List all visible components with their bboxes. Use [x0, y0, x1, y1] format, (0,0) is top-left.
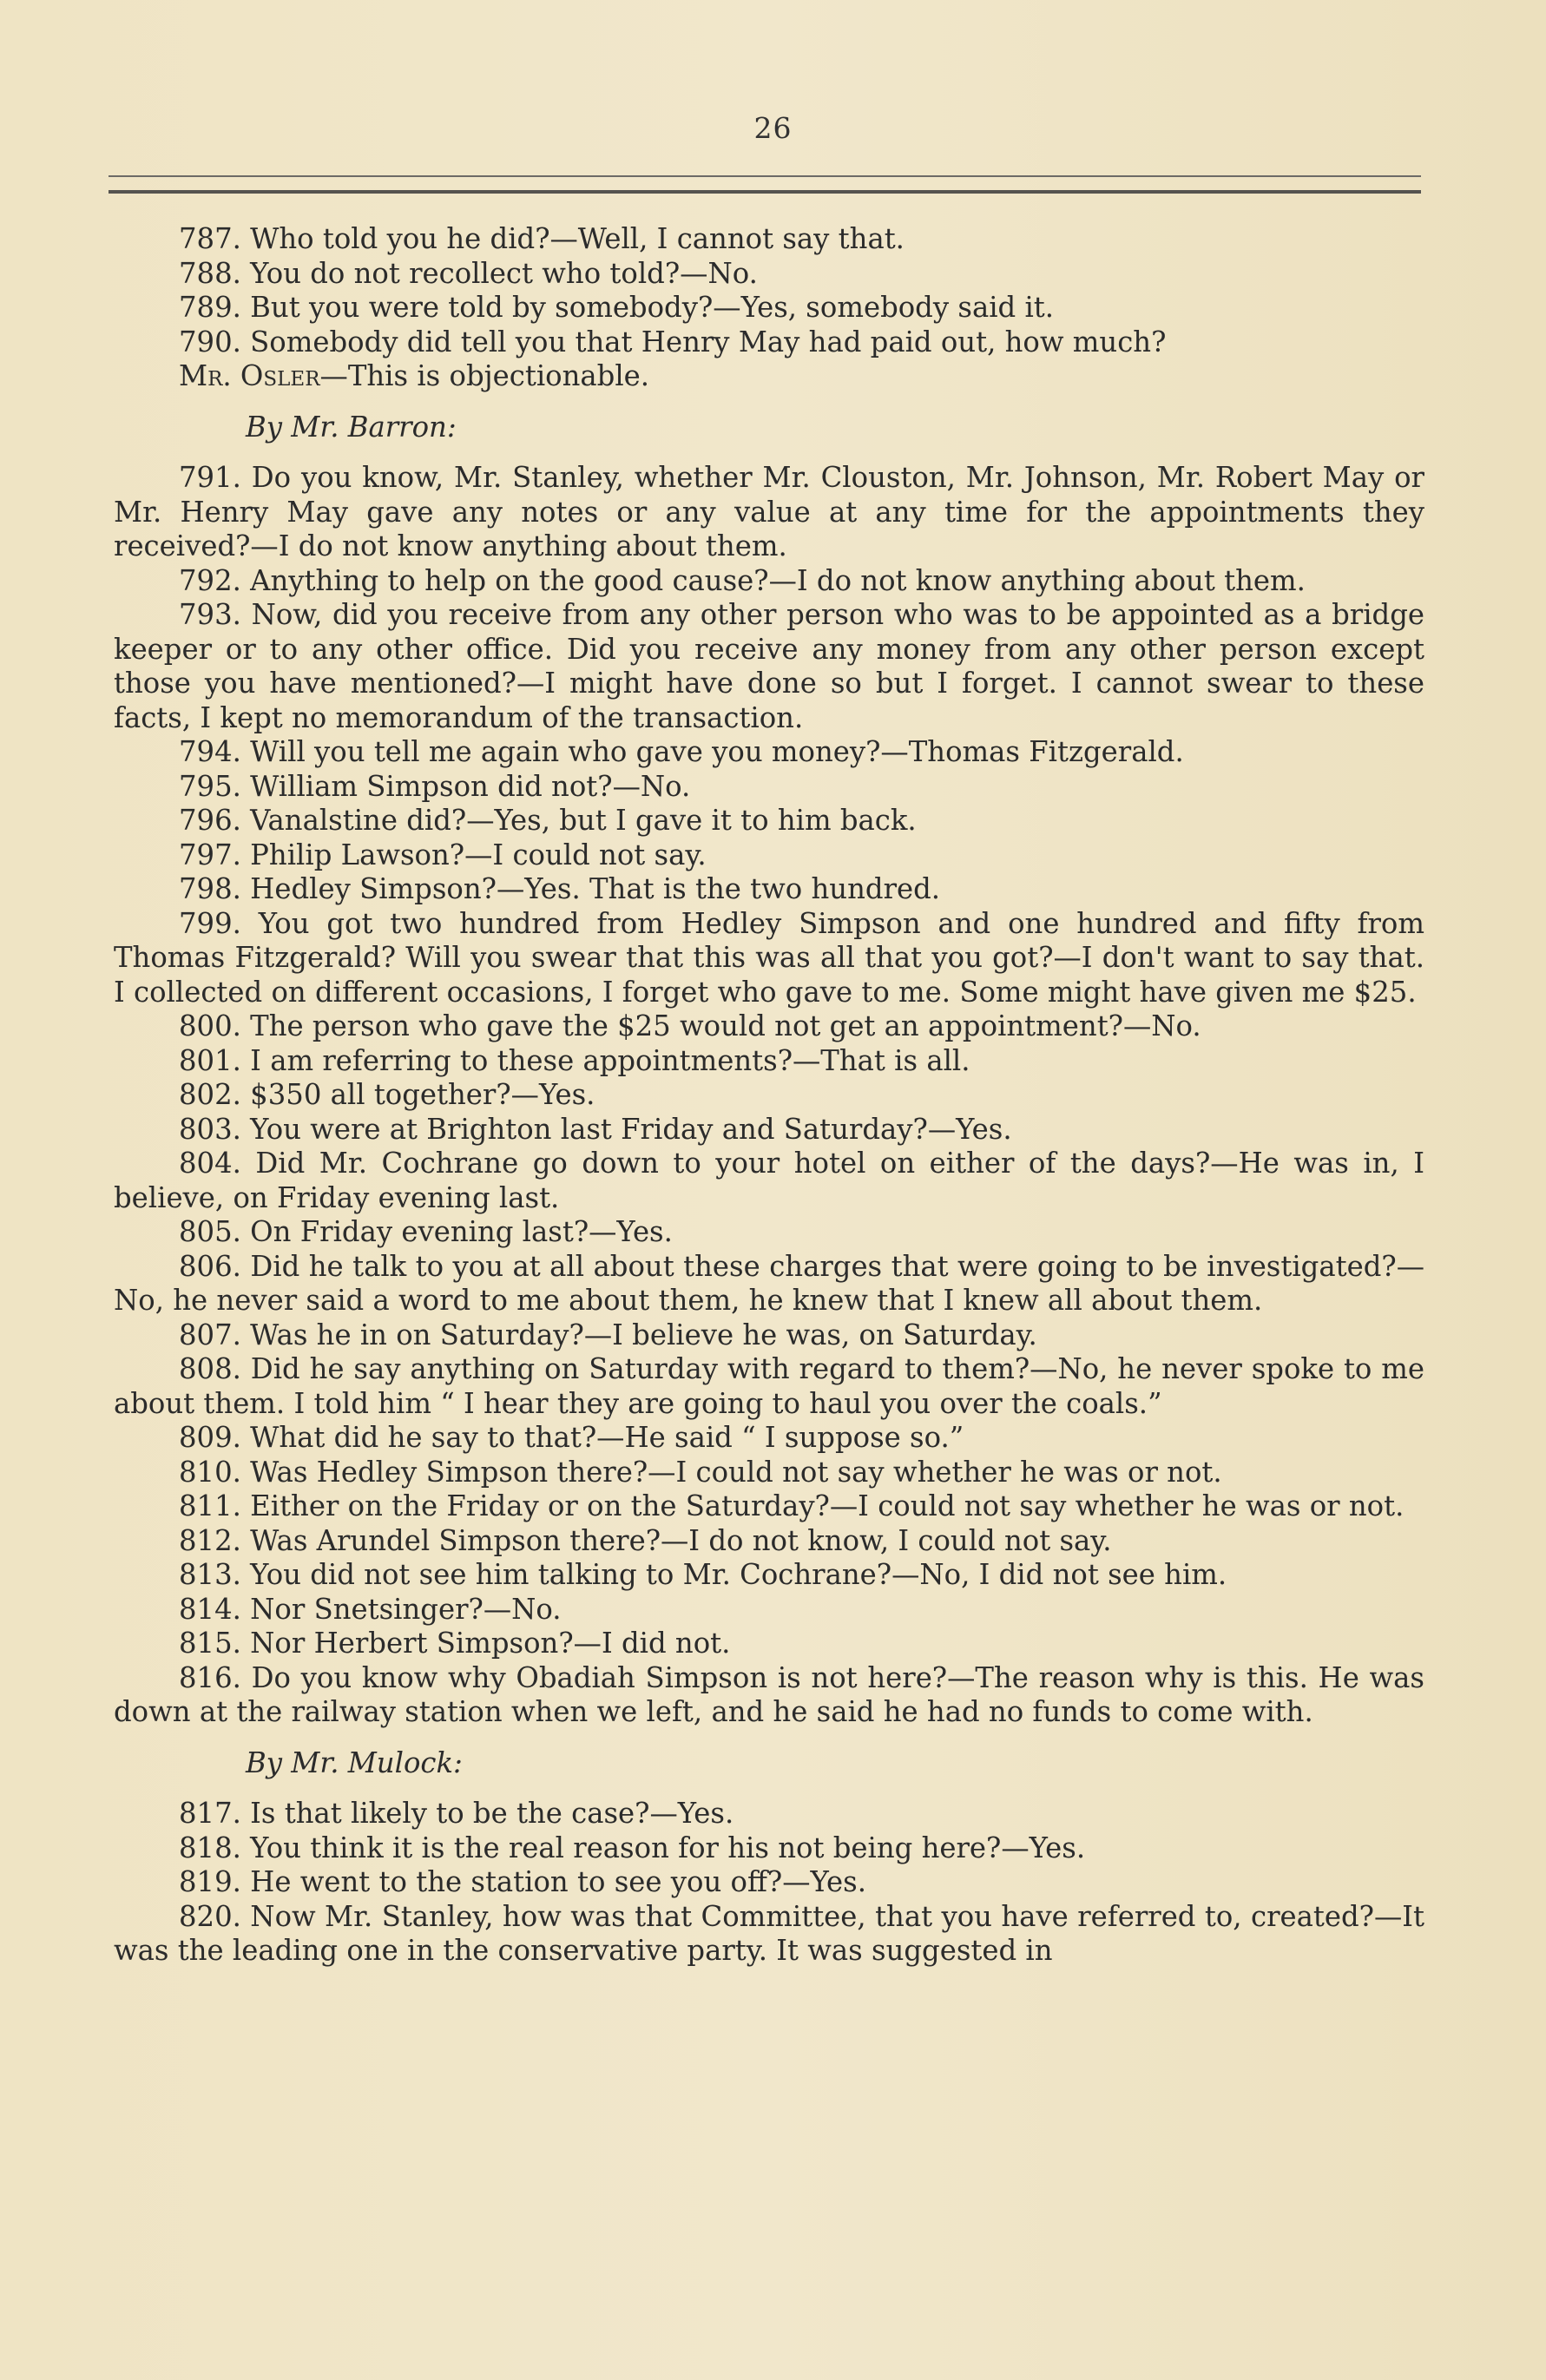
- testimony-paragraph: 803. You were at Brighton last Friday and Saturday?—Yes.: [179, 1112, 1012, 1146]
- testimony-paragraph: 807. Was he in on Saturday?—I believe he was, on Saturday.: [179, 1318, 1037, 1351]
- page-number: 26: [753, 111, 793, 145]
- objection-text: —This is objectionable.: [319, 359, 650, 392]
- testimony-paragraph: 820. Now Mr. Stanley, how was that Committee, that you have referred to, created?—It was the leading one in the conservative party. It was suggested in: [114, 1899, 1424, 1967]
- testimony-paragraph: 799. You got two hundred from Hedley Simpson and one hundred and fifty from Thomas Fitzgerald? Will you swear that this was all that you got?—I don't want to say that. I collected on different occasions, I forget who gave to me. Some might have given me $25.: [114, 906, 1424, 1009]
- testimony-paragraph: 816. Do you know why Obadiah Simpson is not here?—The reason why is this. He was down at the railway station when we left, and he said he had no funds to come with.: [114, 1660, 1424, 1728]
- testimony-paragraph: 801. I am referring to these appointments?—That is all.: [179, 1043, 970, 1077]
- testimony-paragraph: 797. Philip Lawson?—I could not say.: [179, 838, 707, 871]
- testimony-paragraph: 789. But you were told by somebody?—Yes, somebody said it.: [179, 291, 1055, 324]
- testimony-paragraph: 804. Did Mr. Cochrane go down to your hotel on either of the days?—He was in, I believe, on Friday evening last.: [114, 1147, 1424, 1214]
- testimony-paragraph: 787. Who told you he did?—Well, I cannot say that.: [179, 222, 905, 255]
- testimony-paragraph: 817. Is that likely to be the case?—Yes.: [179, 1797, 734, 1830]
- examiner-heading-barron: By Mr. Barron:: [246, 410, 457, 444]
- header-rule-thick: [109, 190, 1421, 194]
- testimony-paragraph: 794. Will you tell me again who gave you money?—Thomas Fitzgerald.: [179, 735, 1184, 768]
- examiner-heading-mulock: By Mr. Mulock:: [246, 1746, 463, 1779]
- testimony-paragraph: 790. Somebody did tell you that Henry May had paid out, how much?: [179, 325, 1167, 358]
- testimony-paragraph: 791. Do you know, Mr. Stanley, whether Mr. Clouston, Mr. Johnson, Mr. Robert May or Mr. Henry May gave any notes or any value at any time for the appointments they received?—I do not know anything about them.: [114, 461, 1424, 562]
- testimony-paragraph: 800. The person who gave the $25 would not get an appointment?—No.: [179, 1009, 1201, 1042]
- testimony-paragraph: 802. $350 all together?—Yes.: [179, 1078, 595, 1111]
- speaker-name: Mr. Osler: [179, 359, 320, 392]
- testimony-paragraph: 805. On Friday evening last?—Yes.: [179, 1215, 673, 1248]
- testimony-paragraph: 793. Now, did you receive from any other person who was to be appointed as a bridge keeper or to any other office. Did you receive any money from any other person except those you have mentioned?—I might have done so but I forget. I cannot swear to these facts, I kept no memorandum of the transaction.: [114, 598, 1424, 734]
- testimony-paragraph: 796. Vanalstine did?—Yes, but I gave it to him back.: [179, 804, 917, 837]
- testimony-paragraph: 788. You do not recollect who told?—No.: [179, 256, 758, 290]
- testimony-paragraph: 792. Anything to help on the good cause?—I do not know anything about them.: [179, 563, 1306, 597]
- testimony-paragraph: 814. Nor Snetsinger?—No.: [179, 1592, 562, 1626]
- testimony-paragraph: 808. Did he say anything on Saturday with regard to them?—No, he never spoke to me about them. I told him “ I hear they are going to haul you over the coals.”: [114, 1352, 1424, 1420]
- objection-paragraph: [114, 359, 1424, 394]
- header-rule-thin: [109, 175, 1421, 177]
- testimony-paragraph: 798. Hedley Simpson?—Yes. That is the two hundred.: [179, 872, 941, 905]
- testimony-paragraph: 819. He went to the station to see you off?—Yes.: [179, 1865, 866, 1898]
- testimony-paragraph: 811. Either on the Friday or on the Saturday?—I could not say whether he was or not.: [179, 1489, 1405, 1522]
- testimony-body: [114, 222, 1424, 1969]
- testimony-paragraph: 809. What did he say to that?—He said “ I suppose so.”: [179, 1421, 964, 1454]
- testimony-paragraph: 810. Was Hedley Simpson there?—I could not say whether he was or not.: [179, 1455, 1222, 1489]
- testimony-paragraph: 815. Nor Herbert Simpson?—I did not.: [179, 1627, 731, 1660]
- testimony-paragraph: 806. Did he talk to you at all about these charges that were going to be investigated?—No, he never said a word to me about them, he knew that I knew all about them.: [114, 1249, 1424, 1317]
- testimony-paragraph: 818. You think it is the real reason for his not being here?—Yes.: [179, 1831, 1086, 1864]
- testimony-paragraph: 813. You did not see him talking to Mr. Cochrane?—No, I did not see him.: [179, 1558, 1227, 1591]
- testimony-paragraph: 795. William Simpson did not?—No.: [179, 769, 691, 803]
- testimony-paragraph: 812. Was Arundel Simpson there?—I do not know, I could not say.: [179, 1523, 1112, 1557]
